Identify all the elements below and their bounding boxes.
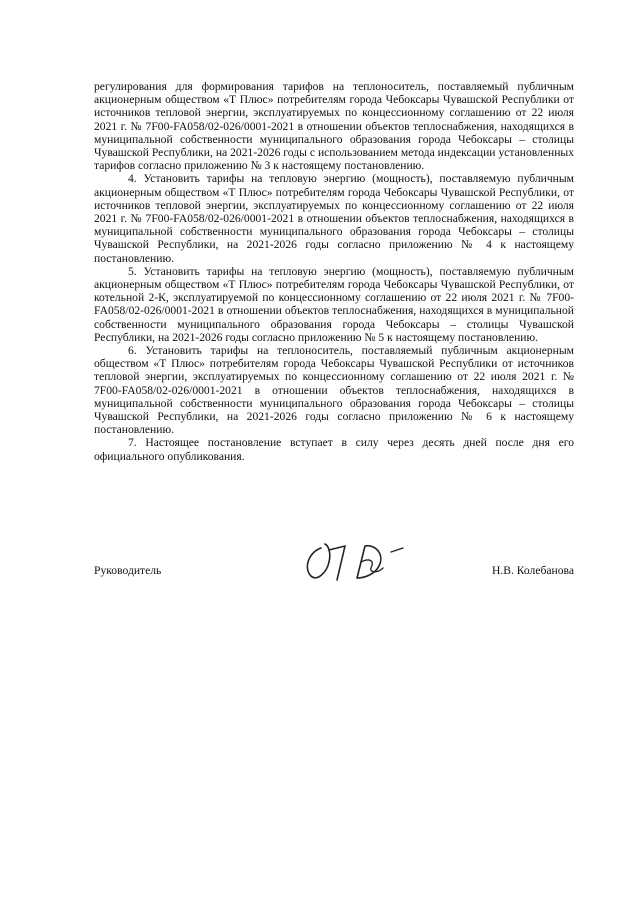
- paragraph-continuation: регулирования для формирования тарифов на теплоноситель, поставляемый публичным акционерным обществом «Т Плюс» потребителям города Чебоксары Чувашской Республики от источников тепловой энергии, эксплуатируемых по концессионному соглашению от 22 июля 2021 г. № 7F00-FA058/02-026/0001-2021 в отношении объектов теплоснабжения, находящихся в муниципальной собственности муниципального образования города Чебоксары – столицы Чувашской Республики, на 2021-2026 годы с использованием метода индексации установленных тарифов согласно приложению № 3 к настоящему постановлению.: [94, 80, 574, 173]
- signature-block: [94, 536, 574, 586]
- handwritten-signature: [299, 536, 409, 584]
- document-body: [94, 80, 574, 463]
- paragraph-item-5: 5. Установить тарифы на тепловую энергию (мощность), поставляемую публичным акционерным обществом «Т Плюс» потребителям города Чебоксары Чувашской Республики, от котельной 2-К, эксплуатируемой по концессионному соглашению от 22 июля 2021 г. № 7F00-FA058/02-026/0001-2021 в отношении объектов теплоснабжения, находящихся в муниципальной собственности муниципального образования города Чебоксары – столицы Чувашской Республики, на 2021-2026 годы согласно приложению № 5 к настоящему постановлению.: [94, 264, 574, 344]
- signatory-name: Н.В. Колебанова: [491, 564, 574, 577]
- paragraph-item-7: 7. Настоящее постановление вступает в силу через десять дней после дня его официального опубликования.: [94, 436, 574, 463]
- paragraph-item-6: 6. Установить тарифы на теплоноситель, поставляемый публичным акционерным обществом «Т Плюс» потребителям города Чебоксары Чувашской Республики от источников тепловой энергии, эксплуатируемых по концессионному соглашению от 22 июля 2021 г. № 7F00-FA058/02-026/0001-2021 в отношении объектов теплоснабжения, находящихся в муниципальной собственности муниципального образования города Чебоксары – столицы Чувашской Республики, на 2021-2026 годы согласно приложению № 6 к настоящему постановлению.: [94, 344, 574, 437]
- signatory-title: Руководитель: [94, 564, 162, 577]
- paragraph-item-4: 4. Установить тарифы на тепловую энергию (мощность), поставляемую публичным акционерным обществом «Т Плюс» потребителям города Чебоксары Чувашской Республики, от источников тепловой энергии, эксплуатируемых по концессионному соглашению от 22 июля 2021 г. № 7F00-FA058/02-026/0001-2021 в отношении объектов теплоснабжения, находящихся в муниципальной собственности муниципального образования города Чебоксары – столицы Чувашской Республики, на 2021-2026 годы согласно приложению № 4 к настоящему постановлению.: [94, 172, 574, 265]
